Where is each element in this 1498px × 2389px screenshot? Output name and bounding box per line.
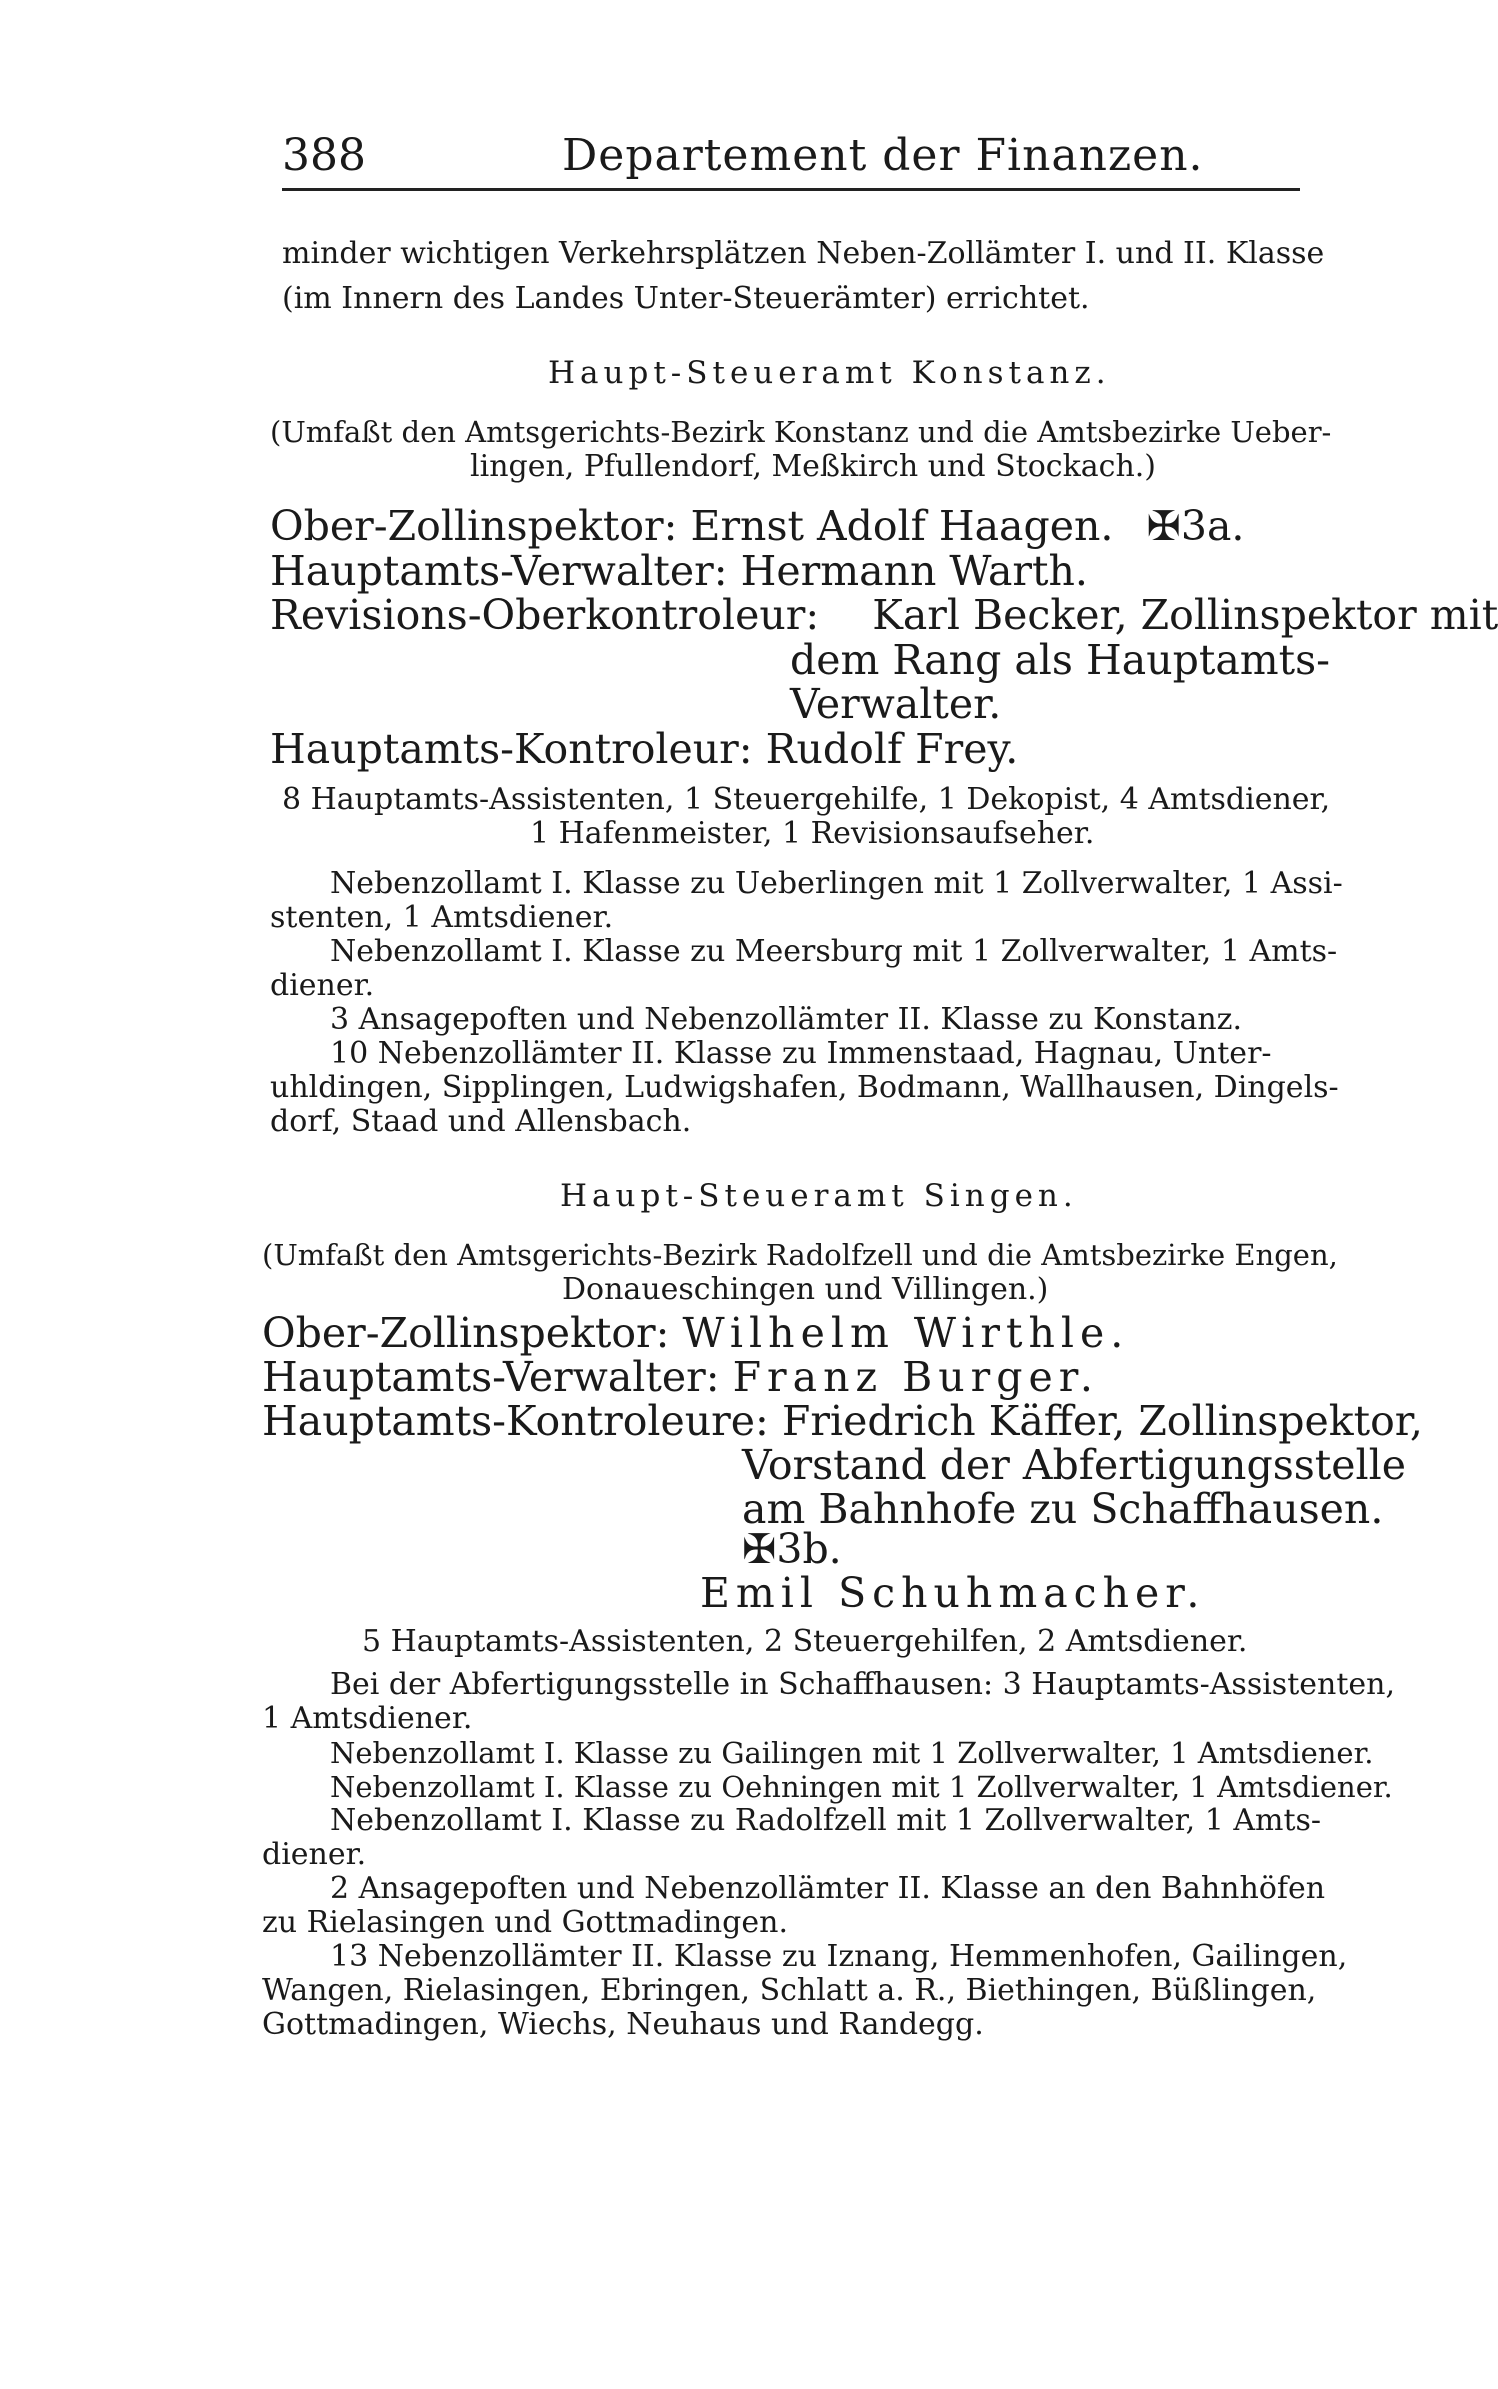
- page-title: Departement der Finanzen.: [562, 130, 1204, 181]
- singen-kontroleur-line-3: am Bahnhofe zu Schaffhausen.: [742, 1485, 1384, 1533]
- header-rule: [282, 188, 1300, 191]
- role-label: Ober-Zollinspektor:: [262, 1309, 670, 1357]
- singen-staff: 5 Hauptamts-Assistenten, 2 Steuergehilfen, 2 Amtsdiener.: [362, 1624, 1248, 1659]
- role-label: Revisions-Oberkontroleur:: [270, 591, 820, 639]
- singen-hauptamts-kontroleure: [262, 1398, 1423, 1444]
- singen-ansageposten-line-2: zu Rielasingen und Gottmadingen.: [262, 1905, 788, 1940]
- singen-kontroleur-line-2: Vorstand der Abfertigungsstelle: [742, 1441, 1407, 1489]
- singen-kontroleur-order: ✠3b.: [742, 1525, 842, 1573]
- konstanz-scope-line-2: lingen, Pfullendorf, Meßkirch und Stockach.): [470, 449, 1157, 484]
- konstanz-nebenzollaemter-line-2: uhldingen, Sipplingen, Ludwigshafen, Bodmann, Wallhausen, Dingels-: [270, 1070, 1339, 1105]
- konstanz-staff-line-1: 8 Hauptamts-Assistenten, 1 Steuergehilfe, 1 Dekopist, 4 Amtsdiener,: [282, 782, 1331, 817]
- konstanz-nebenzollaemter-line-3: dorf, Staad und Allensbach.: [270, 1104, 692, 1139]
- konstanz-nebenzollaemter-line-1: 10 Nebenzollämter II. Klasse zu Immenstaad, Hagnau, Unter-: [330, 1036, 1272, 1071]
- konstanz-nebenzollamt-1-line-2: stenten, 1 Amtsdiener.: [270, 900, 614, 935]
- person-name: Rudolf Frey.: [765, 725, 1019, 773]
- page-number: 388: [282, 130, 366, 181]
- person-name: Franz Burger.: [732, 1353, 1099, 1401]
- konstanz-nebenzollamt-2-line-1: Nebenzollamt I. Klasse zu Meersburg mit 1 Zollverwalter, 1 Amts-: [330, 934, 1338, 969]
- konstanz-staff-line-2: 1 Hafenmeister, 1 Revisionsaufseher.: [530, 816, 1095, 851]
- konstanz-hauptamts-verwalter: [270, 548, 1088, 594]
- person-name: Karl Becker, Zollinspektor mit: [872, 591, 1498, 639]
- singen-hauptamts-verwalter: [262, 1354, 1099, 1400]
- konstanz-rev-line-2: dem Rang als Hauptamts-: [790, 636, 1331, 684]
- singen-abfertigungsstelle-line-2: 1 Amtsdiener.: [262, 1701, 473, 1736]
- konstanz-nebenzollamt-1-line-1: Nebenzollamt I. Klasse zu Ueberlingen mit 1 Zollverwalter, 1 Assi-: [330, 866, 1343, 901]
- singen-nebenzollamt-radolfzell-line-2: diener.: [262, 1837, 367, 1872]
- person-name: Friedrich Käffer, Zollinspektor,: [781, 1397, 1423, 1445]
- singen-abfertigungsstelle-line-1: Bei der Abfertigungsstelle in Schaffhausen: 3 Hauptamts-Assistenten,: [330, 1667, 1395, 1702]
- intro-line-1: minder wichtigen Verkehrsplätzen Neben-Zollämter I. und II. Klasse: [282, 236, 1325, 271]
- singen-kontroleur-2: Emil Schuhmacher.: [700, 1569, 1206, 1617]
- role-label: Hauptamts-Kontroleure:: [262, 1397, 769, 1445]
- role-label: Hauptamts-Verwalter:: [270, 547, 728, 595]
- singen-nebenzollaemter-line-3: Gottmadingen, Wiechs, Neuhaus und Randegg.: [262, 2007, 984, 2042]
- konstanz-scope-line-1: (Umfaßt den Amtsgerichts-Bezirk Konstanz und die Amtsbezirke Ueber-: [270, 415, 1332, 449]
- konstanz-ober-zollinspektor: [270, 503, 1244, 549]
- konstanz-revisions-oberkontroleur: [270, 592, 1498, 638]
- role-label: Hauptamts-Kontroleur:: [270, 725, 753, 773]
- singen-scope-line-2: Donaueschingen und Villingen.): [562, 1272, 1049, 1307]
- singen-nebenzollamt-oehningen: Nebenzollamt I. Klasse zu Oehningen mit 1 Zollverwalter, 1 Amtsdiener.: [330, 1770, 1393, 1804]
- konstanz-ansageposten: 3 Ansagepoften und Nebenzollämter II. Klasse zu Konstanz.: [330, 1002, 1243, 1037]
- konstanz-hauptamts-kontroleur: [270, 726, 1018, 772]
- role-label: Ober-Zollinspektor:: [270, 502, 678, 550]
- person-name: Ernst Adolf Haagen.: [690, 502, 1114, 550]
- singen-nebenzollamt-gailingen: Nebenzollamt I. Klasse zu Gailingen mit 1 Zollverwalter, 1 Amtsdiener.: [330, 1736, 1374, 1770]
- section-heading-singen: Haupt-Steueramt Singen.: [560, 1178, 1078, 1214]
- section-heading-konstanz: Haupt-Steueramt Konstanz.: [548, 355, 1111, 391]
- singen-nebenzollaemter-line-2: Wangen, Rielasingen, Ebringen, Schlatt a. R., Biethingen, Büßlingen,: [262, 1973, 1317, 2008]
- singen-nebenzollaemter-line-1: 13 Nebenzollämter II. Klasse zu Iznang, Hemmenhofen, Gailingen,: [330, 1939, 1348, 1974]
- person-name: Hermann Warth.: [740, 547, 1088, 595]
- singen-scope-line-1: (Umfaßt den Amtsgerichts-Bezirk Radolfzell und die Amtsbezirke Engen,: [262, 1238, 1338, 1272]
- konstanz-rev-line-3: Verwalter.: [790, 680, 1002, 728]
- konstanz-nebenzollamt-2-line-2: diener.: [270, 968, 375, 1003]
- singen-ober-zollinspektor: [262, 1310, 1129, 1356]
- intro-line-2: (im Innern des Landes Unter-Steuerämter) errichtet.: [282, 281, 1090, 316]
- role-label: Hauptamts-Verwalter:: [262, 1353, 720, 1401]
- order-decoration: ✠3a.: [1146, 502, 1245, 550]
- singen-ansageposten-line-1: 2 Ansagepoften und Nebenzollämter II. Klasse an den Bahnhöfen: [330, 1871, 1326, 1906]
- singen-nebenzollamt-radolfzell-line-1: Nebenzollamt I. Klasse zu Radolfzell mit 1 Zollverwalter, 1 Amts-: [330, 1803, 1322, 1838]
- person-name: Wilhelm Wirthle.: [682, 1309, 1130, 1357]
